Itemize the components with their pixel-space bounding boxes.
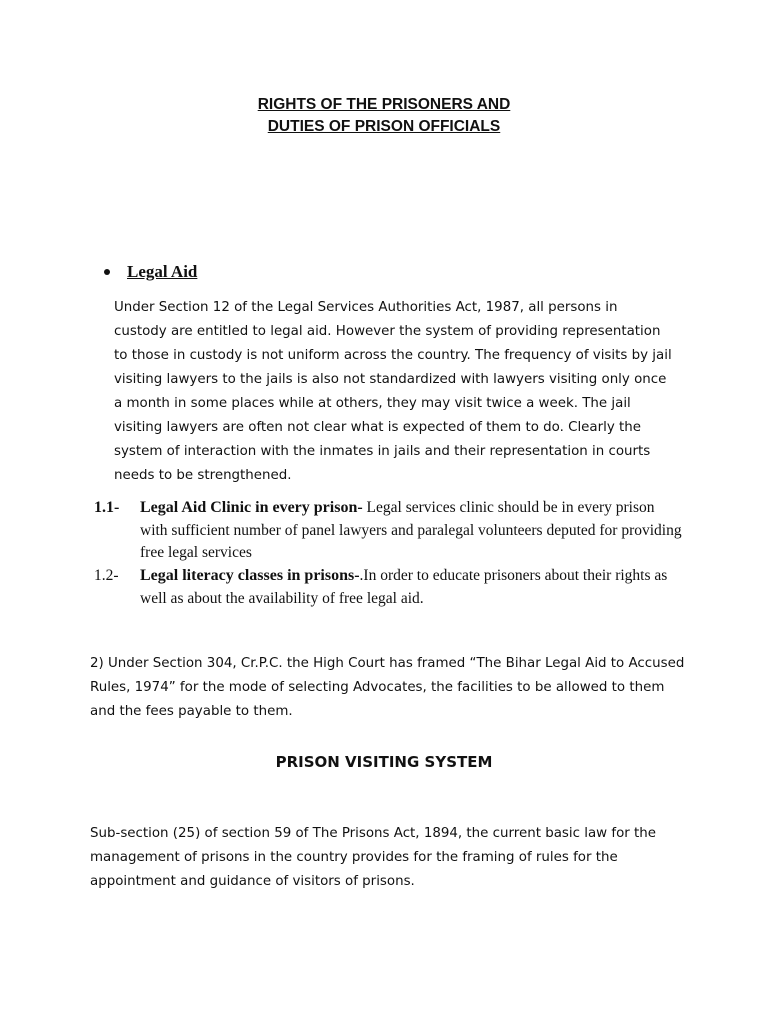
legal-aid-paragraph: Under Section 12 of the Legal Services Authorities Act, 1987, all persons in custody are entitled to legal aid. However the system of providing representation to those in custody is not uniform across the country. The frequency of visits by jail visiting lawyers to the jails is also not standardized with lawyers visiting only once a month in some places while at others, they may visit twice a week. The jail visiting lawyers are often not clear what is expected of them to do. Clearly the system of interaction with the inmates in jails and their representation in courts needs to be strengthened. — [114, 300, 672, 483]
document-title-line-2: DUTIES OF PRISON OFFICIALS — [267, 118, 501, 135]
document-title-line-1: RIGHTS OF THE PRISONERS AND — [257, 96, 511, 113]
item-number: 1.1- — [94, 499, 120, 516]
item-text: Legal services clinic should be in every prison with sufficient number of panel lawyers and paralegal volunteers deputed for providing free legal services — [140, 499, 682, 561]
legal-aid-heading: Legal Aid — [127, 262, 198, 281]
prison-visiting-heading: PRISON VISITING SYSTEM — [275, 753, 493, 771]
item-heading: Legal literacy classes in prisons- — [140, 567, 360, 584]
item-text: .In order to educate prisoners about their rights as well as about the availability of free legal aid. — [140, 567, 668, 607]
bullet-icon — [104, 269, 110, 275]
item-heading: Legal Aid Clinic in every prison- — [140, 499, 363, 516]
numbered-item-1-1 — [0, 497, 768, 567]
item-body — [140, 497, 685, 565]
item-number: 1.2- — [94, 567, 119, 584]
prison-visiting-paragraph: Sub-section (25) of section 59 of The Prisons Act, 1894, the current basic law for the management of prisons in the country provides for the framing of rules for the appointment and guidance of visitors of prisons. — [90, 826, 657, 889]
numbered-item-1-2 — [0, 565, 768, 615]
legal-aid-bullet — [104, 262, 197, 282]
bihar-rules-paragraph: 2) Under Section 304, Cr.P.C. the High Court has framed “The Bihar Legal Aid to Accused Rules, 1974” for the mode of selecting Advocates, the facilities to be allowed to them and the fees payable to them. — [90, 656, 685, 719]
item-body — [140, 565, 685, 610]
